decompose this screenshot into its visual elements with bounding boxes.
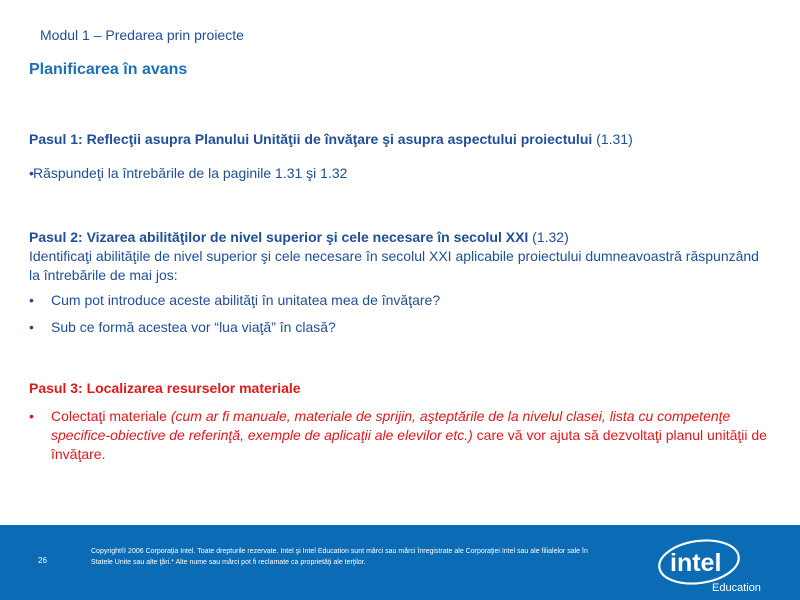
step-3-bullet-start: Colectaţi materiale xyxy=(51,408,171,424)
logo-word: intel xyxy=(670,549,722,577)
bullet-icon: • xyxy=(29,319,34,335)
step-2-heading-line xyxy=(29,228,769,247)
bullet-icon: • xyxy=(29,408,34,424)
bullet-icon: • xyxy=(29,165,34,181)
step-2-bullet-2-text: Sub ce formă acestea vor “lua viaţă” în clasă? xyxy=(51,319,336,335)
step-2-ref: (1.32) xyxy=(528,229,569,245)
step-1-heading-line xyxy=(29,130,769,149)
step-2-bullet-1-text: Cum pot introduce aceste abilităţi în unitatea mea de învăţare? xyxy=(51,292,441,308)
module-title: Modul 1 – Predarea prin proiecte xyxy=(40,27,244,43)
step-2-heading: Pasul 2: Vizarea abilităţilor de nivel superior şi cele necesare în secolul XXI xyxy=(29,229,529,245)
step-3-heading: Pasul 3: Localizarea resurselor materiale xyxy=(29,380,301,396)
step-2-bullet-2 xyxy=(29,318,769,337)
step-1 xyxy=(29,130,769,183)
section-title: Planificarea în avans xyxy=(29,61,188,78)
step-3-bullet-italic: (cum ar fi manuale, materiale de sprijin, aşteptările de la nivelul clasei, lista cu competenţe specifice-obiective de referinţă, exemple de aplicaţii ale elevilor etc.) xyxy=(51,408,731,443)
step-3-bullet-end: care vă vor ajuta să dezvoltaţi planul unităţii de învăţare. xyxy=(51,427,767,462)
step-2-intro: Identificaţi abilităţile de nivel superior şi cele necesare în secolul XXI aplicabile proiectului dumneavoastră răspunzând la întrebările de mai jos: xyxy=(29,248,759,283)
step-2-bullet-1 xyxy=(29,291,769,310)
step-3-bullet xyxy=(29,407,769,464)
copyright-notice: Copyright® 2006 Corporaţia Intel. Toate drepturile rezervate. Intel şi Intel Education sunt mărci sau mărci înregistrate ale Corporaţiei Intel sau ale filialelor sale în Statele Unite sau alte ţări.* Alte nume sau mărci pot fi reclamate ca proprietăţi ale terţilor. xyxy=(91,548,588,566)
step-3 xyxy=(29,379,769,464)
step-1-bullet-text: Răspundeţi la întrebările de la paginile 1.31 şi 1.32 xyxy=(33,165,348,181)
step-2 xyxy=(29,228,769,337)
step-1-heading: Pasul 1: Reflecţii asupra Planului Unităţii de învăţare şi asupra aspectului proiectului xyxy=(29,131,593,147)
step-1-ref: (1.31) xyxy=(592,131,633,147)
logo-sub: Education xyxy=(712,582,761,594)
step-1-bullet xyxy=(29,164,769,183)
intel-education-logo xyxy=(655,537,765,595)
page-number: 26 xyxy=(38,556,47,565)
footer-bar xyxy=(0,525,800,600)
bullet-icon: • xyxy=(29,292,34,308)
